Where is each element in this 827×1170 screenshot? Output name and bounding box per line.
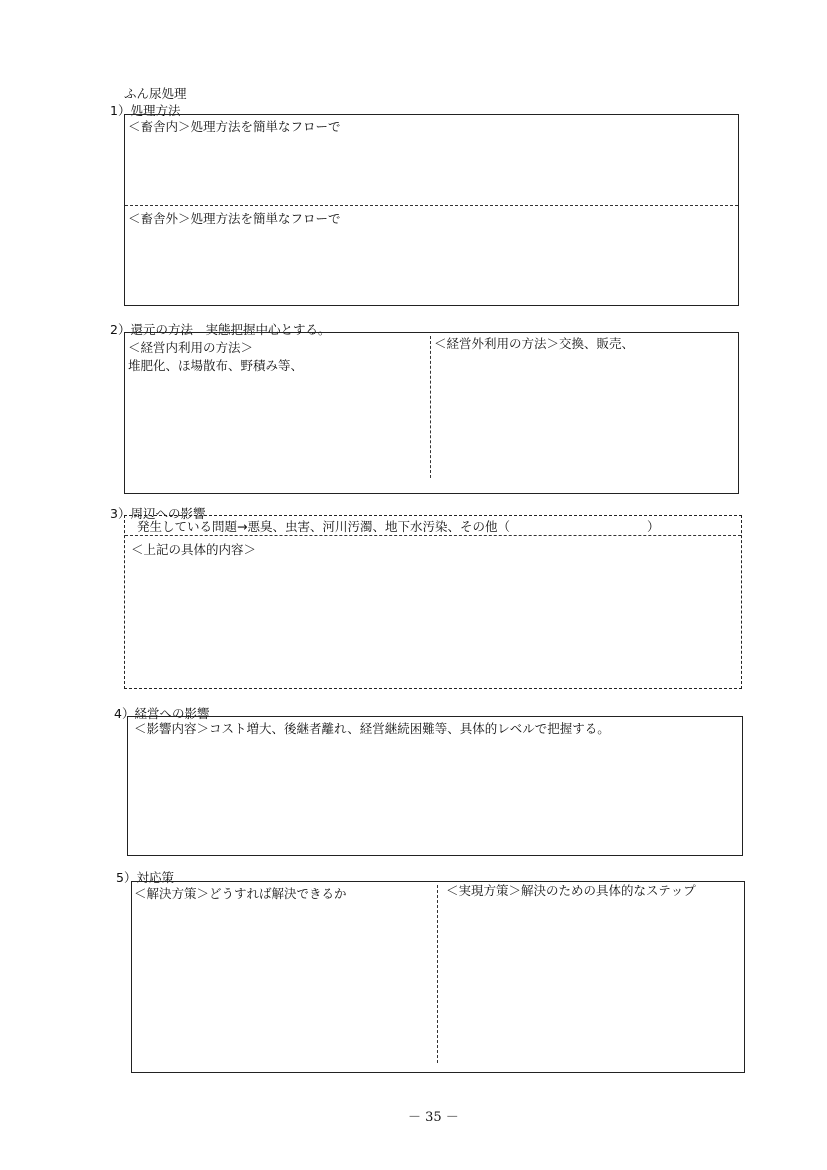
section2-box — [124, 332, 739, 494]
section4-impact-label: ＜影響内容＞コスト増大、後継者離れ、経営継続困難等、具体的レベルで把握する。 — [134, 721, 610, 736]
section4-box — [127, 716, 743, 856]
section1-heading: 1）処理方法 — [110, 103, 181, 118]
section3-problem-text: 発生している問題→悪臭、虫害、河川汚濁、地下水汚染、その他（ — [137, 519, 510, 534]
section3-detail-label: ＜上記の具体的内容＞ — [131, 542, 257, 557]
section5-left-label: ＜解決方策＞どうすれば解決できるか — [134, 886, 347, 901]
section2-divider — [430, 336, 431, 478]
page-number: － 35 － — [408, 1110, 459, 1125]
section1-outside-label: ＜畜舎外＞処理方法を簡単なフローで — [128, 211, 341, 226]
section5-right-label: ＜実現方策＞解決のための具体的なステップ — [446, 883, 696, 898]
section5-heading: 5）対応策 — [116, 870, 174, 885]
section2-heading: 2）還元の方法 実態把握中心とする。 — [110, 322, 331, 337]
page-title: ふん尿処理 — [124, 86, 187, 101]
section3-heading: 3）周辺への影響 — [110, 506, 206, 521]
section2-right-label: ＜経営外利用の方法＞交換、販売、 — [434, 336, 635, 351]
section5-box — [131, 881, 745, 1073]
section1-inside-label: ＜畜舎内＞処理方法を簡単なフローで — [128, 119, 341, 134]
section2-left-label: ＜経営内利用の方法＞ — [128, 340, 254, 355]
section5-divider — [437, 885, 438, 1063]
section3-problem-close: ） — [647, 519, 660, 534]
section3-divider — [125, 535, 741, 536]
section1-divider — [125, 205, 738, 206]
section2-left-text: 堆肥化、ほ場散布、野積み等、 — [128, 358, 304, 373]
section4-heading: 4）経営への影響 — [114, 706, 210, 721]
section1-box — [124, 114, 739, 306]
